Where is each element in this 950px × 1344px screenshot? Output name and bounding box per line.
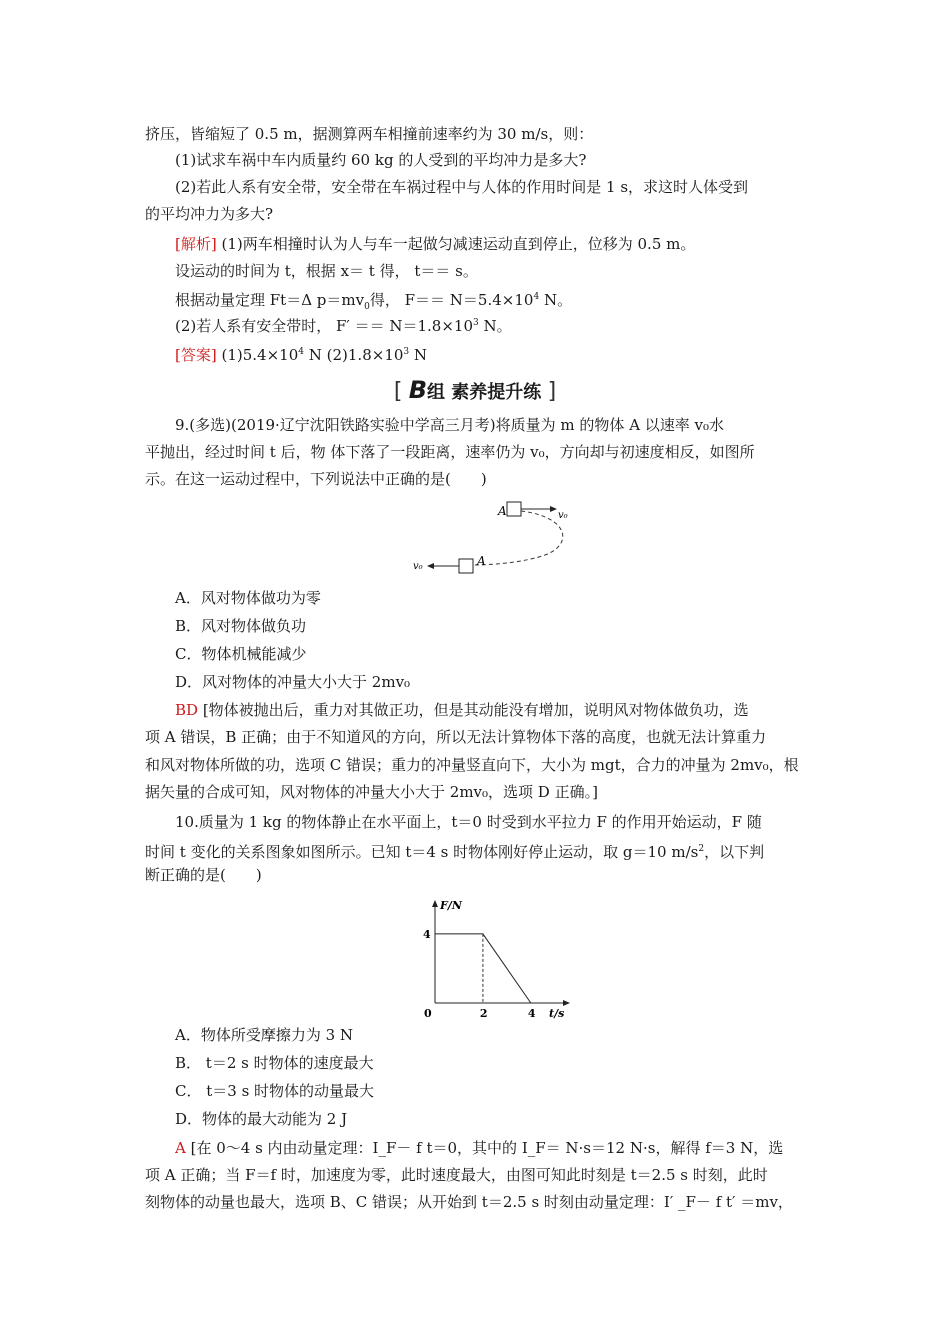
q9-stem: 9.(多选)(2019·辽宁沈阳铁路实验中学高三月考)将质量为 m 的物体 A 以速率 v₀水 — [175, 416, 725, 434]
section-heading — [0, 376, 950, 404]
text-line: (2)若人系有安全带时， $F' == N=1.8\times 10^3$ N。 — [175, 317, 512, 335]
sub-question-2: (2)若此人系有安全带，安全带在车祸过程中与人体的作用时间是 1 s，求这时人体受到 — [175, 178, 749, 196]
bracket-open: [ — [393, 379, 403, 404]
q9-option-c: C．物体机械能减少 — [175, 645, 307, 663]
text-line: 的平均冲力为多大? — [145, 205, 274, 223]
bracket-close: ] — [547, 379, 557, 404]
q9-solution: 项 A 错误，B 正确；由于不知道风的方向，所以无法计算物体下落的高度，也就无法计算重力 — [145, 728, 767, 746]
answer-tag: [答案] — [175, 346, 217, 364]
q10-stem: 时间 t 变化的关系图象如图所示。已知 t＝4 s 时物体刚好停止运动，取 g＝10 $m/s^2$，以下判 — [145, 843, 765, 861]
q9-solution: BD [物体被抛出后，重力对其做正功，但是其动能没有增加，说明风对物体做负功，选 — [175, 701, 749, 719]
x-axis-arrow — [563, 1000, 570, 1006]
trajectory-curve — [473, 511, 563, 565]
q10-answer-tag: A — [175, 1139, 186, 1157]
q9-stem: 示。在这一运动过程中，下列说法中正确的是( ) — [145, 470, 487, 488]
q10-option-b: B． t＝2 s 时物体的速度最大 — [175, 1054, 374, 1072]
arrow-head-top — [550, 506, 557, 512]
q10-option-c: C． t＝3 s 时物体的动量最大 — [175, 1082, 375, 1100]
force-time-chart — [415, 893, 580, 1023]
x-tick-label-4: 4 — [527, 1007, 536, 1020]
q9-answer-tag: BD — [175, 701, 199, 719]
label-v0-bottom: v₀ — [413, 561, 423, 572]
x-axis-label: t/s — [549, 1007, 565, 1020]
x-tick-label-2: 2 — [479, 1007, 488, 1020]
analysis-tag: [解析] — [175, 235, 217, 253]
label-v0-top: v₀ — [558, 510, 568, 521]
answer-line: [答案] $(1)5.4\times 10^4$ N $(2)1.8\times 10^3$ N — [175, 346, 428, 364]
object-box-bottom — [459, 559, 473, 573]
q10-stem: 断正确的是( ) — [145, 866, 262, 884]
q9-stem: 平抛出，经过时间 t 后，物 体下落了一段距离，速率仍为 v₀，方向却与初速度相反，如图所 — [145, 443, 755, 461]
q10-solution: 刻物体的动量也最大，选项 B、C 错误；从开始到 t＝2.5 s 时刻由动量定理：I′ _F－ f t′ ＝mv， — [145, 1193, 793, 1211]
q9-option-a: A．风对物体做功为零 — [175, 589, 321, 607]
section-title: 组 素养提升练 — [427, 382, 542, 403]
sub-question-1: (1)试求车祸中车内质量约 60 kg 的人受到的平均冲力是多大? — [175, 151, 587, 169]
object-box-top — [507, 502, 521, 516]
origin-label: 0 — [424, 1007, 432, 1020]
y-tick-label-4: 4 — [423, 927, 431, 941]
q10-option-a: A．物体所受摩擦力为 3 N — [175, 1026, 354, 1044]
q10-solution: 项 A 正确；当 F＝f 时，加速度为零，此时速度最大，由图可知此时刻是 t＝2.5 s 时刻，此时 — [145, 1166, 768, 1184]
text-line: 挤压，皆缩短了 0.5 m，据测算两车相撞前速率约为 30 m/s，则： — [145, 125, 594, 143]
q9-solution: 据矢量的合成可知，风对物体的冲量大小大于 2mv₀，选项 D 正确。] — [145, 783, 598, 801]
y-axis-label: F/N — [440, 899, 462, 912]
section-letter: B — [408, 376, 427, 404]
q10-stem: 10.质量为 1 kg 的物体静止在水平面上，t＝0 时受到水平拉力 F 的作用开始运动，F 随 — [175, 813, 762, 831]
label-a-top: A — [498, 504, 507, 518]
analysis-line — [175, 234, 695, 254]
q10-solution: A [在 0～4 s 内由动量定理：I_F－ f t＝0，其中的 I_F＝ N·s＝12 N·s，解得 f＝3 N，选 — [175, 1139, 784, 1157]
y-axis-arrow — [432, 900, 438, 907]
q9-solution: 和风对物体所做的功，选项 C 错误；重力的冲量竖直向下，大小为 mgt，合力的冲量为 2mv₀，根 — [145, 756, 799, 774]
text-line: 设运动的时间为 t，根据 x＝ t 得， t＝＝ s。 — [175, 262, 478, 280]
q10-option-d: D．物体的最大动能为 2 J — [175, 1110, 348, 1128]
q9-option-b: B．风对物体做负功 — [175, 617, 307, 635]
arrow-head-bottom — [427, 563, 434, 569]
analysis-text: (1)两车相撞时认为人与车一起做匀减速运动直到停止，位移为 0.5 m。 — [221, 235, 696, 253]
q9-trajectory-figure — [395, 495, 595, 580]
text-line: 根据动量定理 Ft＝Δ $p=mv_0$得， $F== N=5.4\times 10^4$ N。 — [175, 291, 573, 312]
label-a-bottom: A — [477, 554, 486, 568]
q9-option-d: D．风对物体的冲量大小大于 2mv₀ — [175, 673, 411, 691]
